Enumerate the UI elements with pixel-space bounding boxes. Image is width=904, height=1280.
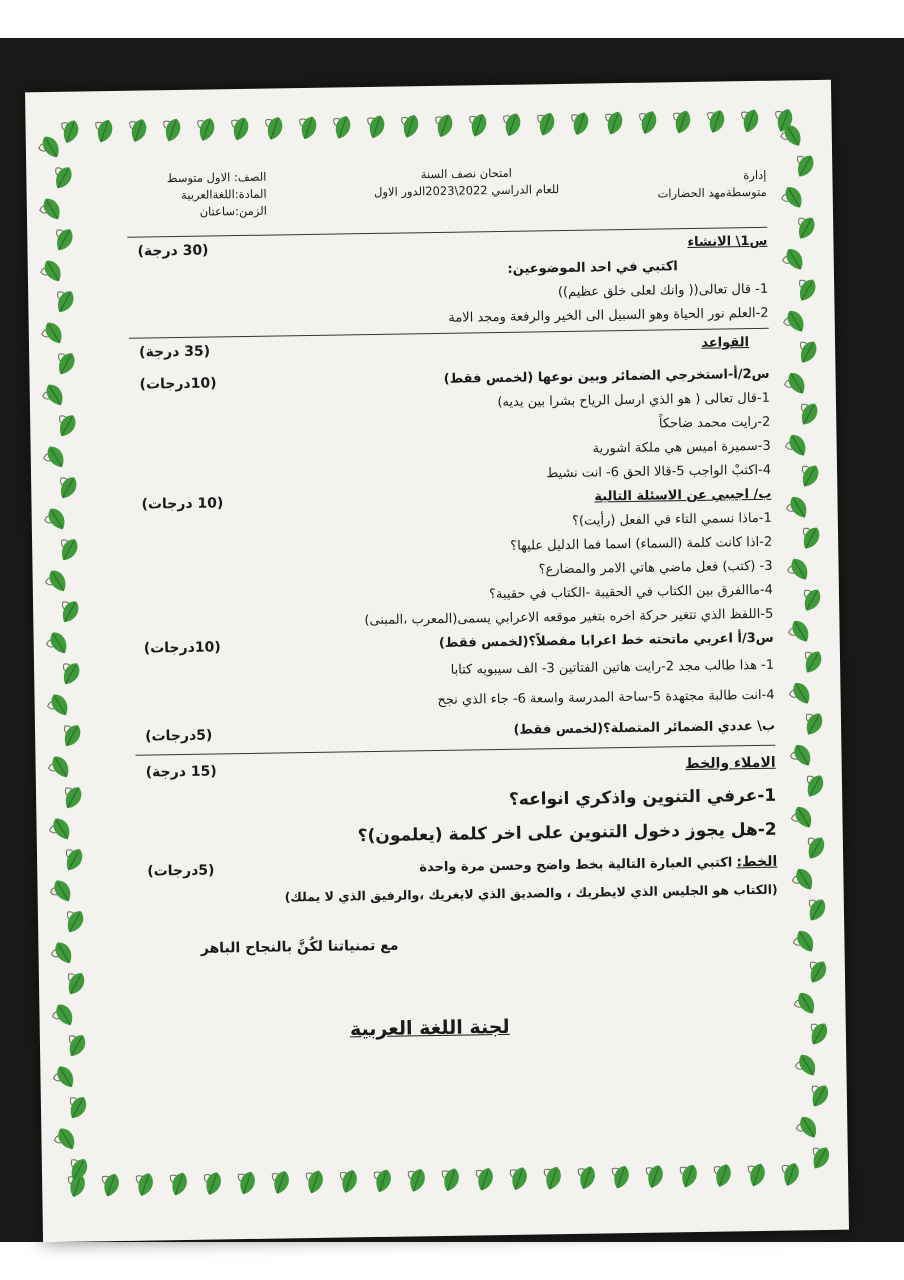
q2b-item: 2-اذا كانت كلمة (السماء) اسما فما الدليل عليها؟: [510, 534, 773, 554]
leaf-ornament-icon: [266, 1167, 296, 1197]
leaf-ornament-icon: [50, 287, 80, 317]
leaf-ornament-icon: [606, 1162, 636, 1192]
q3a-line1: 1- هذا طالب مجد 2-رايت هاتين الفتاتين 3- الف سيبويه كتابا: [450, 657, 775, 678]
leaf-ornament-icon: [44, 690, 74, 720]
leaf-ornament-icon: [36, 132, 66, 162]
leaf-ornament-icon: [667, 107, 697, 137]
q2b-item: 4-ماالفرق بين الكتاب في الحقيبة -الكتاب في حقيبة؟: [488, 582, 774, 603]
leaf-ornament-icon: [49, 225, 79, 255]
dictation-q1: 1-عرفي التنوين واذكري انواعه؟: [508, 785, 777, 810]
leaf-ornament-icon: [790, 151, 820, 181]
leaf-ornament-icon: [64, 1154, 94, 1184]
leaf-ornament-icon: [96, 1170, 126, 1200]
leaf-ornament-icon: [742, 1160, 772, 1190]
q2b-marks: (10 درجات): [141, 495, 224, 513]
leaf-ornament-icon: [60, 906, 90, 936]
leaf-ornament-icon: [368, 1166, 398, 1196]
leaf-ornament-icon: [793, 1112, 823, 1142]
leaf-ornament-icon: [89, 116, 119, 146]
leaf-ornament-icon: [436, 1165, 466, 1195]
leaf-ornament-icon: [795, 461, 825, 491]
decorative-border-top: [55, 102, 801, 150]
leaf-ornament-icon: [41, 442, 71, 472]
leaf-ornament-icon: [784, 554, 814, 584]
handwriting-text: اكتبي العبارة التالية بخط واضح وحسن مرة واحدة: [419, 855, 733, 876]
q3a-marks: (10درجات): [143, 639, 221, 657]
header-left-line3: الزمن:ساعتان: [199, 203, 268, 219]
leaf-ornament-icon: [61, 968, 91, 998]
leaf-ornament-icon: [53, 473, 83, 503]
leaf-ornament-icon: [790, 926, 820, 956]
decorative-border-bottom: [62, 1156, 819, 1216]
leaf-ornament-icon: [674, 1161, 704, 1191]
decorative-border-right: [778, 120, 840, 1171]
leaf-ornament-icon: [59, 844, 89, 874]
leaf-ornament-icon: [48, 938, 78, 968]
leaf-ornament-icon: [788, 802, 818, 832]
handwriting-label: الخط:: [736, 853, 778, 871]
leaf-ornament-icon: [50, 1062, 80, 1092]
leaf-ornament-icon: [191, 114, 221, 144]
leaf-ornament-icon: [334, 1166, 364, 1196]
leaf-ornament-icon: [806, 1143, 836, 1173]
leaf-ornament-icon: [57, 721, 87, 751]
leaf-ornament-icon: [45, 752, 75, 782]
leaf-ornament-icon: [782, 430, 812, 460]
leaf-ornament-icon: [463, 110, 493, 140]
header-exam: [316, 163, 616, 202]
leaf-ornament-icon: [783, 492, 813, 522]
grammar-title: القواعد: [701, 335, 750, 351]
leaf-ornament-icon: [796, 523, 826, 553]
q2a-item: 1-قال تعالى ( هو الذي ارسل الرياح بشرا بين يديه): [497, 390, 771, 411]
header-class-info: [126, 169, 267, 222]
leaf-ornament-icon: [62, 1030, 92, 1060]
handwriting-marks: (5درجات): [147, 862, 215, 880]
leaf-ornament-icon: [779, 182, 809, 212]
q3a-line2: 4-انت طالبة مجتهدة 5-ساحة المدرسة واسعة 6- جاء الذي نجح: [437, 687, 775, 708]
leaf-ornament-icon: [198, 1168, 228, 1198]
q1-item1: 1- قال تعالى(( وانك لعلى خلق عظيم)): [557, 281, 769, 301]
exam-content: [126, 161, 780, 1044]
decorative-border-left: [36, 132, 98, 1183]
leaf-ornament-icon: [402, 1165, 432, 1195]
leaf-ornament-icon: [361, 112, 391, 142]
dictation-title: الاملاء والخط: [685, 754, 776, 773]
leaf-ornament-icon: [785, 616, 815, 646]
leaf-ornament-icon: [799, 709, 829, 739]
closing-wish: مع تمنياتنا لكُنَّ بالنجاح الباهر: [200, 937, 399, 957]
exam-header: [126, 161, 767, 235]
q1-title: س1\ الانشاء: [687, 233, 768, 251]
leaf-ornament-icon: [293, 113, 323, 143]
q2b-item: 1-ماذا نسمي التاء في الفعل (رأيت)؟: [571, 510, 772, 529]
leaf-ornament-icon: [791, 988, 821, 1018]
handwriting-sentence: (الكتاب هو الجليس الذي لايطريك ، والصديق الذي لايغريك ،والرفيق الذي لا يملك): [284, 881, 778, 905]
leaf-ornament-icon: [123, 115, 153, 145]
leaf-ornament-icon: [735, 106, 765, 136]
header-center-line2: للعام الدراسي 2022\2023الدور الاول: [373, 182, 560, 199]
leaf-ornament-icon: [37, 194, 67, 224]
header-center-line1: امتحان نصف السنة: [420, 165, 513, 182]
q2b-title: ب/ اجيبي عن الاسئلة التالية: [594, 486, 772, 505]
q2a-item: 3-سميرة اميس هي ملكة اشورية: [592, 438, 771, 457]
leaf-ornament-icon: [157, 115, 187, 145]
leaf-ornament-icon: [497, 110, 527, 140]
leaf-ornament-icon: [538, 1163, 568, 1193]
leaf-ornament-icon: [232, 1168, 262, 1198]
leaf-ornament-icon: [800, 771, 830, 801]
leaf-ornament-icon: [52, 411, 82, 441]
leaf-ornament-icon: [470, 1164, 500, 1194]
q1-marks: (30 درجة): [137, 242, 209, 260]
leaf-ornament-icon: [49, 1000, 79, 1030]
leaf-ornament-icon: [225, 114, 255, 144]
q2b-item: 5-اللفظ الذي تتغير حركة اخره بتغير موقعه الاعرابي يسمى(المعرب ،المبنى): [364, 606, 774, 629]
leaf-ornament-icon: [56, 659, 86, 689]
leaf-ornament-icon: [327, 112, 357, 142]
q3b-title: ب\ عددي الضمائر المتصلة؟(لخمس فقط): [513, 718, 776, 738]
leaf-ornament-icon: [781, 368, 811, 398]
leaf-ornament-icon: [778, 120, 808, 150]
leaf-ornament-icon: [780, 306, 810, 336]
leaf-ornament-icon: [798, 647, 828, 677]
leaf-ornament-icon: [531, 109, 561, 139]
header-left-line2: المادة:اللغةالعربية: [181, 186, 267, 202]
leaf-ornament-icon: [791, 213, 821, 243]
committee-signature: لجنة اللغة العربية: [349, 1015, 510, 1041]
leaf-ornament-icon: [58, 782, 88, 812]
leaf-ornament-icon: [572, 1162, 602, 1192]
leaf-ornament-icon: [786, 678, 816, 708]
leaf-ornament-icon: [801, 833, 831, 863]
grammar-marks: (35 درجة): [138, 343, 211, 361]
q2a-item: 4-اكتبْ الواجب 5-قالا الحق 6- انت نشيط: [546, 462, 772, 482]
dictation-q2: 2-هل يجوز دخول التنوين على اخر كلمة (يعلمون)؟: [357, 819, 777, 847]
leaf-ornament-icon: [794, 399, 824, 429]
leaf-ornament-icon: [792, 275, 822, 305]
leaf-ornament-icon: [46, 814, 76, 844]
leaf-ornament-icon: [48, 163, 78, 193]
leaf-ornament-icon: [39, 318, 69, 348]
leaf-ornament-icon: [130, 1169, 160, 1199]
leaf-ornament-icon: [805, 1081, 835, 1111]
q2a-item: 2-رايت محمد ضاحكاً: [658, 414, 771, 432]
leaf-ornament-icon: [708, 1160, 738, 1190]
dictation-marks: (15 درجة): [145, 763, 217, 781]
leaf-ornament-icon: [803, 957, 833, 987]
header-left-line1: الصف: الاول متوسط: [166, 169, 267, 186]
header-right-line1: إدارة: [743, 167, 767, 183]
header-right-line2: متوسطةمهد الحضارات: [657, 184, 767, 201]
leaf-ornament-icon: [797, 585, 827, 615]
q3b-marks: (5درجات): [145, 727, 213, 745]
leaf-ornament-icon: [42, 566, 72, 596]
q2a-marks: (10درجات): [139, 375, 217, 393]
exam-paper: [25, 80, 849, 1243]
leaf-ornament-icon: [63, 1092, 93, 1122]
leaf-ornament-icon: [51, 349, 81, 379]
leaf-ornament-icon: [599, 108, 629, 138]
leaf-ornament-icon: [395, 111, 425, 141]
leaf-ornament-icon: [701, 106, 731, 136]
leaf-ornament-icon: [41, 504, 71, 534]
leaf-ornament-icon: [47, 876, 77, 906]
leaf-ornament-icon: [300, 1167, 330, 1197]
leaf-ornament-icon: [633, 107, 663, 137]
q3a-title: س3/أ اعربي ماتحته خط اعرابا مفصلاً؟(لخمس فقط): [438, 630, 774, 651]
q2a-title: س2/أ-استخرجي الضمائر وبين نوعها (لخمس فقط): [443, 366, 770, 387]
q1-item2: 2-العلم نور الحياة وهو السبيل الى الخير والرفعة ومجد الامة: [448, 305, 769, 326]
header-school: [646, 167, 767, 203]
leaf-ornament-icon: [793, 337, 823, 367]
leaf-ornament-icon: [787, 740, 817, 770]
leaf-ornament-icon: [792, 1050, 822, 1080]
leaf-ornament-icon: [55, 597, 85, 627]
leaf-ornament-icon: [789, 864, 819, 894]
leaf-ornament-icon: [164, 1169, 194, 1199]
leaf-ornament-icon: [565, 108, 595, 138]
leaf-ornament-icon: [640, 1161, 670, 1191]
leaf-ornament-icon: [429, 111, 459, 141]
leaf-ornament-icon: [54, 535, 84, 565]
leaf-ornament-icon: [780, 244, 810, 274]
leaf-ornament-icon: [38, 256, 68, 286]
leaf-ornament-icon: [802, 895, 832, 925]
leaf-ornament-icon: [43, 628, 73, 658]
q2b-item: 3- (كتب) فعل ماضي هاتي الامر والمضارع؟: [538, 558, 773, 578]
leaf-ornament-icon: [804, 1019, 834, 1049]
leaf-ornament-icon: [40, 380, 70, 410]
q1-instruction: اكتبي في احد الموضوعين:: [507, 259, 678, 277]
leaf-ornament-icon: [51, 1124, 81, 1154]
leaf-ornament-icon: [504, 1164, 534, 1194]
leaf-ornament-icon: [259, 113, 289, 143]
